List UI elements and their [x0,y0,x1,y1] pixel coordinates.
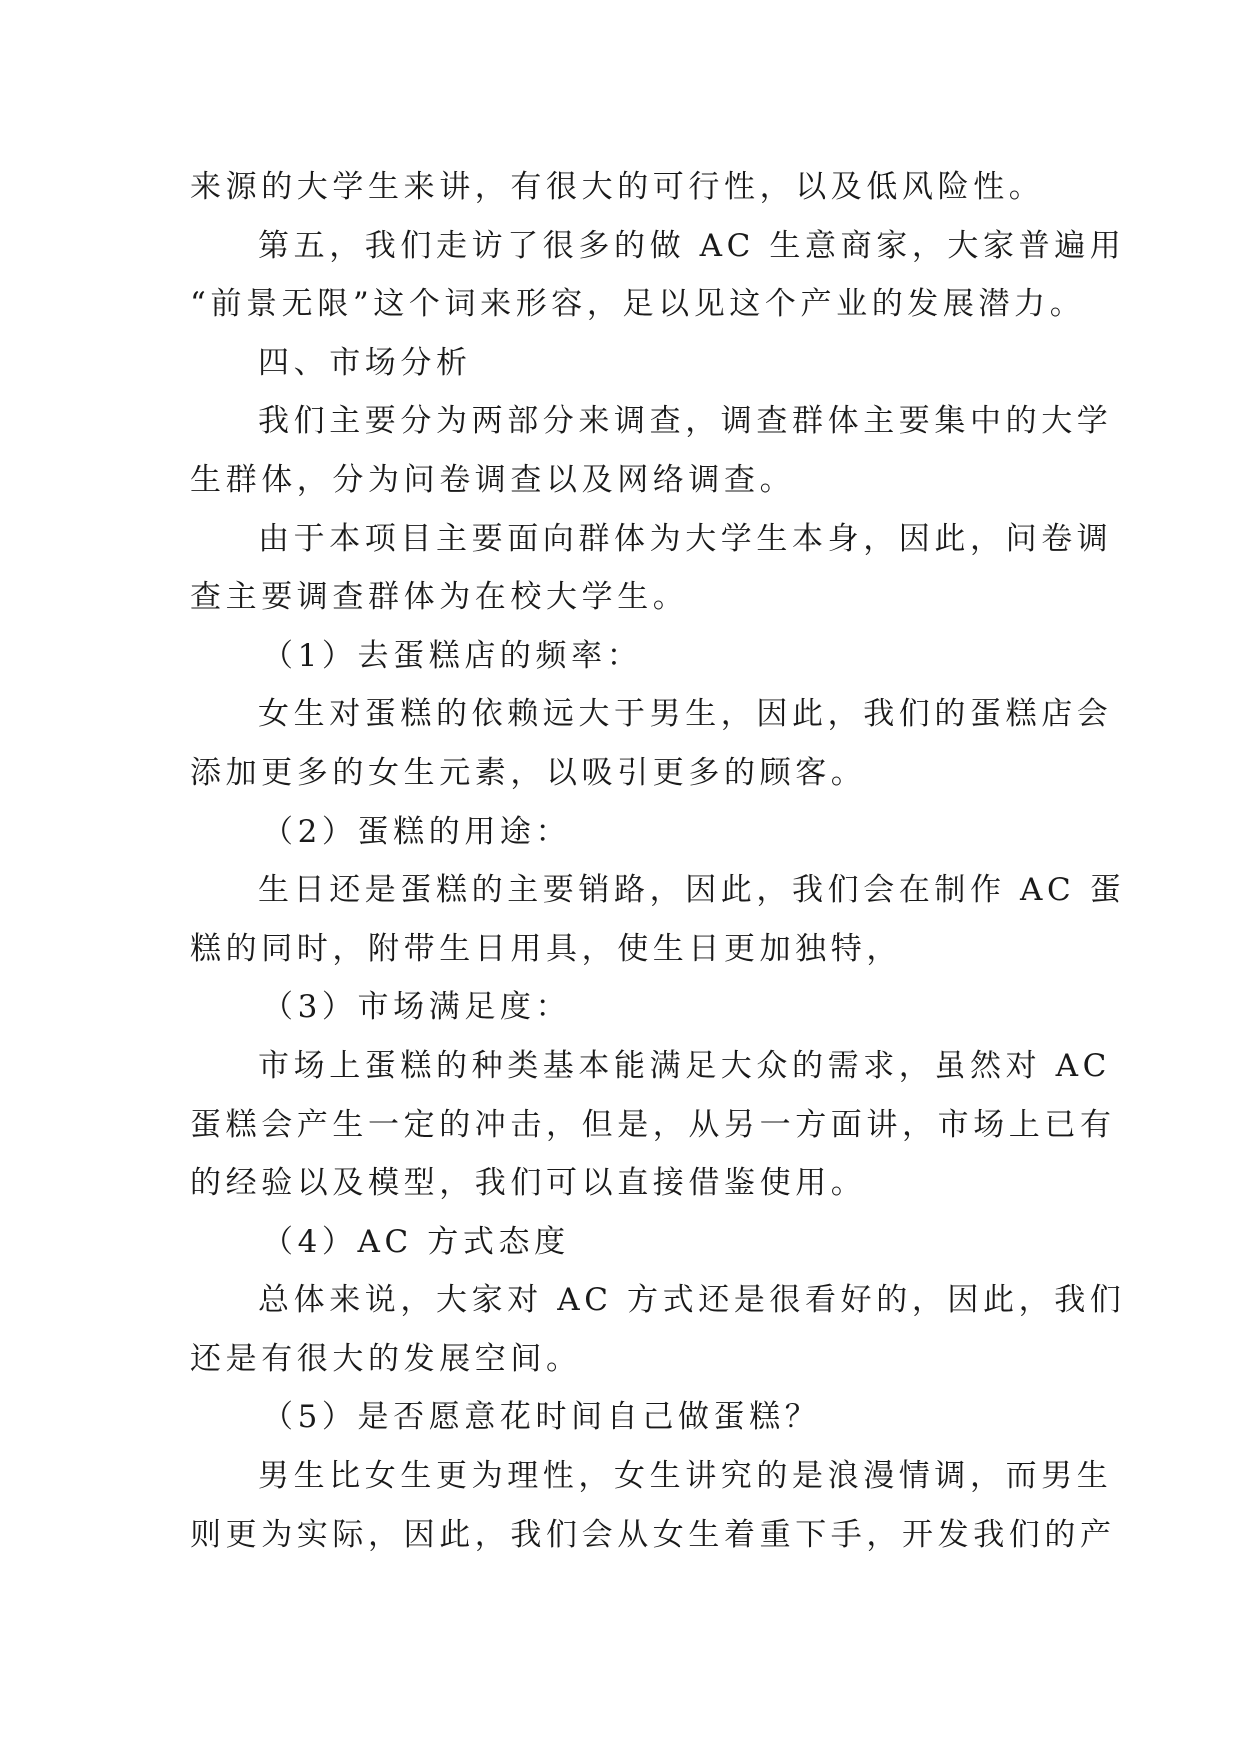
section-heading-market-analysis: 四、市场分析 [258,344,472,381]
paragraph-fifth-point: 第五，我们走访了很多的做 AC 生意商家，大家普遍用 [258,227,1126,264]
text-line-continuation: 还是有很大的发展空间。 [190,1340,582,1377]
paragraph-survey-target: 由于本项目主要面向群体为大学生本身，因此，问卷调 [258,520,1113,557]
subheading-diy-willingness: （5）是否愿意花时间自己做蛋糕？ [262,1399,821,1436]
text-line-continuation: 蛋糕会产生一定的冲击，但是，从另一方面讲，市场上已有 [190,1106,1116,1143]
text-line-continuation: 查主要调查群体为在校大学生。 [190,579,689,616]
subheading-frequency: （1）去蛋糕店的频率： [262,637,643,674]
text-line-continuation: “前景无限”这个词来形容，足以见这个产业的发展潜力。 [190,286,1086,323]
subheading-usage: （2）蛋糕的用途： [262,813,572,850]
paragraph-satisfaction: 市场上蛋糕的种类基本能满足大众的需求，虽然对 AC [258,1047,1111,1084]
paragraph-survey-intro: 我们主要分为两部分来调查，调查群体主要集中的大学 [258,403,1113,440]
paragraph-usage: 生日还是蛋糕的主要销路，因此，我们会在制作 AC 蛋 [258,872,1126,909]
subheading-ac-attitude: （4）AC 方式态度 [262,1223,570,1260]
paragraph-frequency: 女生对蛋糕的依赖远大于男生，因此，我们的蛋糕店会 [258,696,1113,733]
text-line-continuation: 来源的大学生来讲，有很大的可行性，以及低风险性。 [190,169,1045,205]
text-line-continuation: 糕的同时，附带生日用具，使生日更加独特， [190,930,902,967]
paragraph-ac-attitude: 总体来说，大家对 AC 方式还是很看好的，因此，我们 [258,1282,1126,1319]
text-line-continuation: 则更为实际，因此，我们会从女生着重下手，开发我们的产 [190,1516,1116,1553]
document-body [190,158,1126,1564]
text-line-continuation: 的经验以及模型，我们可以直接借鉴使用。 [190,1165,867,1202]
text-line-continuation: 添加更多的女生元素，以吸引更多的顾客。 [190,754,867,791]
text-line-continuation: 生群体，分为问卷调查以及网络调查。 [190,461,796,498]
paragraph-diy-willingness: 男生比女生更为理性，女生讲究的是浪漫情调，而男生 [258,1458,1113,1495]
subheading-satisfaction: （3）市场满足度： [262,989,572,1026]
